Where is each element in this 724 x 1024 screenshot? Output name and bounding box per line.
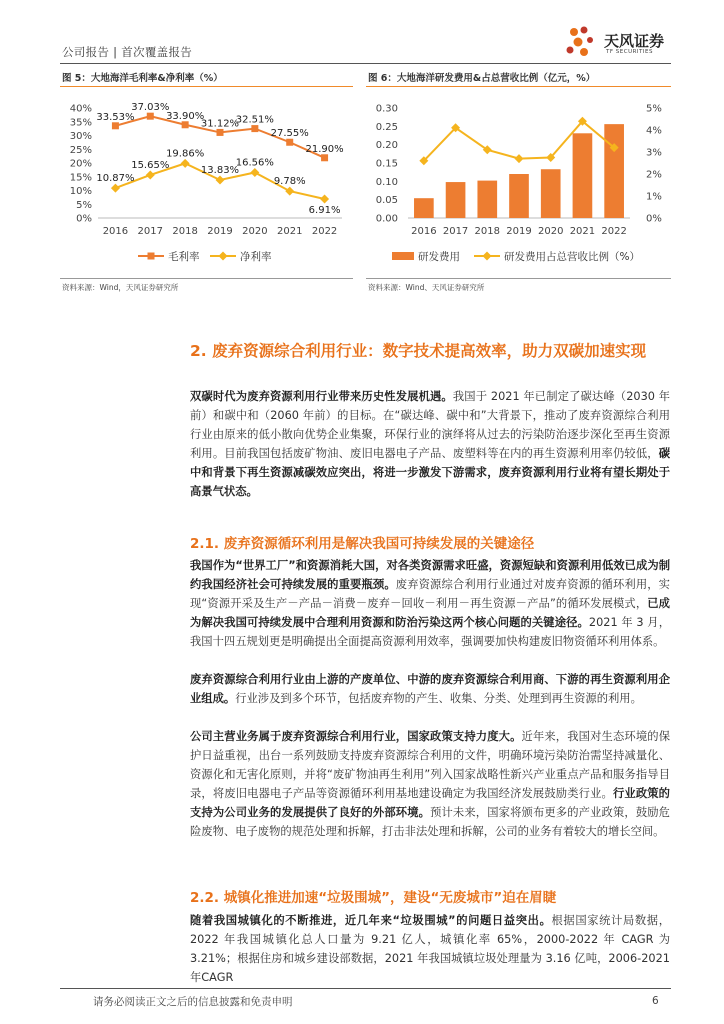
figure-5-top-rule bbox=[60, 86, 353, 87]
data-label: 33.53% bbox=[96, 111, 135, 123]
legend-marker bbox=[219, 252, 228, 261]
data-point bbox=[285, 187, 294, 196]
para-text-tail: 预计未来，国家将颁布更多的产业政策，鼓励危险废物、电子废物的规范处理和拆解，打击非法处理和拆解，公司的业务有着较大的增长空间。 bbox=[190, 806, 670, 839]
y-tick-label: 25% bbox=[69, 144, 92, 156]
y-tick-label: 0% bbox=[76, 213, 92, 225]
figure-5-bottom-rule bbox=[60, 278, 353, 279]
x-tick-label: 2020 bbox=[242, 226, 268, 237]
y-tick-label-right: 1% bbox=[646, 191, 662, 203]
data-label: 13.83% bbox=[200, 164, 240, 176]
x-tick-label: 2018 bbox=[172, 226, 198, 237]
logo-text-cn: 天风证券 bbox=[604, 32, 665, 50]
y-tick-label: 5% bbox=[76, 199, 92, 211]
legend-swatch bbox=[392, 252, 414, 260]
margin-line-chart bbox=[60, 90, 356, 270]
y-tick-label: 15% bbox=[69, 172, 92, 184]
legend-marker bbox=[148, 253, 155, 260]
section-2-2-title: 2.2. 城镇化推进加速“垃圾围城”，建设“无废城市”迫在眉睫 bbox=[190, 890, 557, 906]
data-point bbox=[251, 125, 258, 132]
section-2-1-paragraph-3 bbox=[190, 727, 670, 842]
data-label: 31.12% bbox=[200, 118, 240, 130]
figure-6-source: 资料来源：Wind、天风证券研究所 bbox=[368, 283, 485, 292]
data-label: 15.65% bbox=[131, 159, 170, 171]
data-label: 10.87% bbox=[96, 173, 135, 185]
legend-label: 毛利率 bbox=[168, 251, 200, 263]
page-number: 6 bbox=[652, 995, 659, 1007]
y-tick-label-right: 3% bbox=[646, 147, 662, 159]
data-point bbox=[146, 170, 155, 179]
para-text: 行业涉及到多个环节，包括废弃物的产生、收集、分类、处理到再生资源的利用。 bbox=[235, 692, 642, 706]
para-bold-lead: 我国作为“世界工厂”和资源消耗大国，对各类资源需求旺盛，资源短缺和资源利用低效已成为制约我国经济社会可持续发展的重要瓶颈。 bbox=[190, 559, 670, 592]
data-point bbox=[286, 139, 293, 146]
data-point bbox=[320, 194, 329, 203]
para-bold-lead: 双碳时代为废弃资源利用行业带来历史性发展机遇。 bbox=[190, 390, 453, 403]
x-tick-label: 2022 bbox=[601, 226, 627, 237]
company-logo bbox=[560, 20, 680, 64]
data-label: 9.78% bbox=[273, 176, 306, 188]
x-tick-label: 2019 bbox=[207, 226, 233, 237]
y-tick-label-right: 0% bbox=[646, 213, 662, 225]
legend-marker bbox=[483, 252, 492, 261]
para-text: 近年来，我国对生态环境的保护日益重视，出台一系列鼓励支持废弃资源综合利用的文件，明确环境污染防治需坚持减量化、资源化和无害化原则，并将“废矿物油再生利用”列入国家战略性新兴产业重点产品和服务指导目录，将废旧电器电子产品等资源循环利用基地建设确定为我国经济发展鼓励类行业。 bbox=[190, 730, 670, 801]
y-tick-label-left: 0.10 bbox=[375, 176, 398, 188]
data-point bbox=[147, 113, 154, 120]
x-tick-label: 2016 bbox=[411, 226, 437, 237]
y-tick-label: 20% bbox=[69, 158, 92, 170]
x-tick-label: 2017 bbox=[442, 226, 469, 237]
data-label: 6.91% bbox=[308, 204, 341, 216]
bar bbox=[509, 174, 529, 218]
x-tick-label: 2021 bbox=[276, 226, 303, 237]
y-tick-label-left: 0.25 bbox=[375, 121, 398, 133]
rd-expense-chart bbox=[366, 90, 672, 270]
data-point bbox=[111, 184, 120, 193]
para-bold-lead: 随着我国城镇化的不断推进，近几年来“垃圾围城”的问题日益突出。 bbox=[190, 914, 552, 927]
x-tick-label: 2018 bbox=[474, 226, 501, 237]
para-bold-lead: 废弃资源综合利用行业由上游的产废单位、中游的废弃资源综合利用商、下游的再生资源利用企业组成。 bbox=[190, 673, 670, 706]
figure-6-top-rule bbox=[366, 86, 671, 87]
x-tick-label: 2016 bbox=[102, 226, 129, 237]
section-2-1-paragraph-2 bbox=[190, 670, 670, 708]
bar bbox=[446, 182, 466, 218]
data-point bbox=[181, 159, 190, 168]
bar bbox=[573, 133, 593, 218]
data-label: 16.56% bbox=[235, 157, 274, 169]
y-tick-label: 30% bbox=[69, 131, 92, 142]
legend-label: 净利率 bbox=[240, 251, 272, 263]
bar bbox=[477, 181, 497, 218]
section-2-1-title: 2.1. 废弃资源循环利用是解决我国可持续发展的关键途径 bbox=[190, 536, 535, 552]
figure-5-source: 资料来源：Wind，天风证券研究所 bbox=[62, 283, 179, 292]
logo-mark-icon bbox=[560, 20, 604, 64]
section-2-2-paragraph-1 bbox=[190, 911, 670, 987]
data-label: 33.90% bbox=[166, 110, 205, 122]
y-tick-label-left: 0.20 bbox=[375, 140, 398, 152]
data-point bbox=[250, 168, 259, 177]
para-text: 废弃资源综合利用行业通过对废弃资源的循环利用，实现“资源开采及生产－产品－消费－废弃－回收－利用－再生资源－产品”的循环发展模式， bbox=[190, 578, 670, 611]
figure-6-bottom-rule bbox=[366, 278, 671, 279]
x-tick-label: 2017 bbox=[137, 226, 164, 237]
logo-text-en: TF SECURITIES bbox=[606, 49, 653, 55]
y-tick-label-right: 4% bbox=[646, 125, 662, 137]
x-tick-label: 2019 bbox=[506, 226, 532, 237]
x-tick-label: 2020 bbox=[537, 226, 564, 237]
para-bold-middle: 已成为解决我国可持续发展中合理利用资源和防治污染这两个核心问题的关键途径。 bbox=[190, 597, 670, 630]
data-point bbox=[217, 129, 224, 136]
section-2-title: 2. 废弃资源综合利用行业：数字技术提高效率，助力双碳加速实现 bbox=[190, 342, 647, 360]
legend-label: 研发费用 bbox=[418, 251, 460, 263]
para-text: 我国于 2021 年已制定了碳达峰（2030 年前）和碳中和（2060 年前）的目标。在“碳达峰、碳中和”大背景下，推动了废弃资源综合利用行业由原来的低小散向优势企业集聚，环保行业的演绎将从过去的污染防治逐步深化至再生资源利用。目前我国包括废矿物油、废旧电器电子产品、废塑料等在内的再生资源利用率仍较低， bbox=[190, 390, 670, 461]
data-label: 19.86% bbox=[166, 148, 205, 160]
y-tick-label: 10% bbox=[69, 186, 92, 197]
bar bbox=[604, 124, 624, 218]
bar bbox=[414, 198, 434, 218]
y-tick-label-left: 0.15 bbox=[375, 158, 398, 170]
bar bbox=[541, 169, 561, 218]
para-bold-middle: 行业政策的支持为公司业务的发展提供了良好的外部环境。 bbox=[190, 787, 670, 820]
data-label: 32.51% bbox=[235, 114, 274, 126]
data-point bbox=[182, 121, 189, 128]
x-tick-label: 2021 bbox=[569, 226, 596, 237]
y-tick-label: 35% bbox=[69, 117, 92, 129]
para-text: 根据国家统计局数据，2022 年我国城镇化总人口量为 9.21 亿人，城镇化率 65%，2000-2022 年 CAGR 为 3.21%；根据住房和城乡建设部数据，2021 年我国城镇垃圾处理量为 3.16 亿吨，2006-2021 年CAGR bbox=[190, 914, 670, 985]
y-tick-label-left: 0.30 bbox=[375, 103, 398, 115]
x-tick-label: 2022 bbox=[311, 226, 338, 237]
data-point bbox=[216, 175, 225, 184]
section-2-1-paragraph-1 bbox=[190, 556, 670, 651]
footer-disclaimer: 请务必阅读正文之后的信息披露和免责申明 bbox=[93, 996, 293, 1008]
data-point bbox=[112, 122, 119, 129]
data-label: 37.03% bbox=[131, 102, 170, 114]
footer-divider bbox=[60, 988, 671, 989]
report-type-header: 公司报告 | 首次覆盖报告 bbox=[62, 45, 193, 59]
y-tick-label-left: 0.05 bbox=[375, 195, 398, 207]
legend-label: 研发费用占总营收比例（%） bbox=[504, 251, 640, 263]
data-point bbox=[321, 154, 328, 161]
para-bold-lead: 公司主营业务属于废弃资源综合利用行业，国家政策支持力度大。 bbox=[190, 730, 522, 743]
para-bold-conclusion: 碳中和背景下再生资源减碳效应突出，将进一步激发下游需求，废弃资源利用行业将有望长期处于高景气状态。 bbox=[190, 447, 670, 499]
section-2-paragraph-1 bbox=[190, 387, 670, 502]
figure-5-caption: 图 5：大地海洋毛利率&净利率（%） bbox=[62, 73, 223, 84]
para-text-tail: 2021 年 3 月，我国十四五规划更是明确提出全面提高资源利用效率，强调要加快构建废旧物资循环利用体系。 bbox=[190, 616, 670, 649]
y-tick-label-right: 5% bbox=[646, 103, 662, 115]
data-label: 21.90% bbox=[305, 143, 344, 155]
y-tick-label: 40% bbox=[69, 103, 92, 115]
data-label: 27.55% bbox=[270, 128, 309, 140]
figure-6-caption: 图 6：大地海洋研发费用&占总营收比例（亿元，%） bbox=[368, 73, 596, 84]
y-tick-label-left: 0.00 bbox=[375, 213, 398, 225]
data-point bbox=[515, 154, 524, 163]
y-tick-label-right: 2% bbox=[646, 169, 662, 181]
